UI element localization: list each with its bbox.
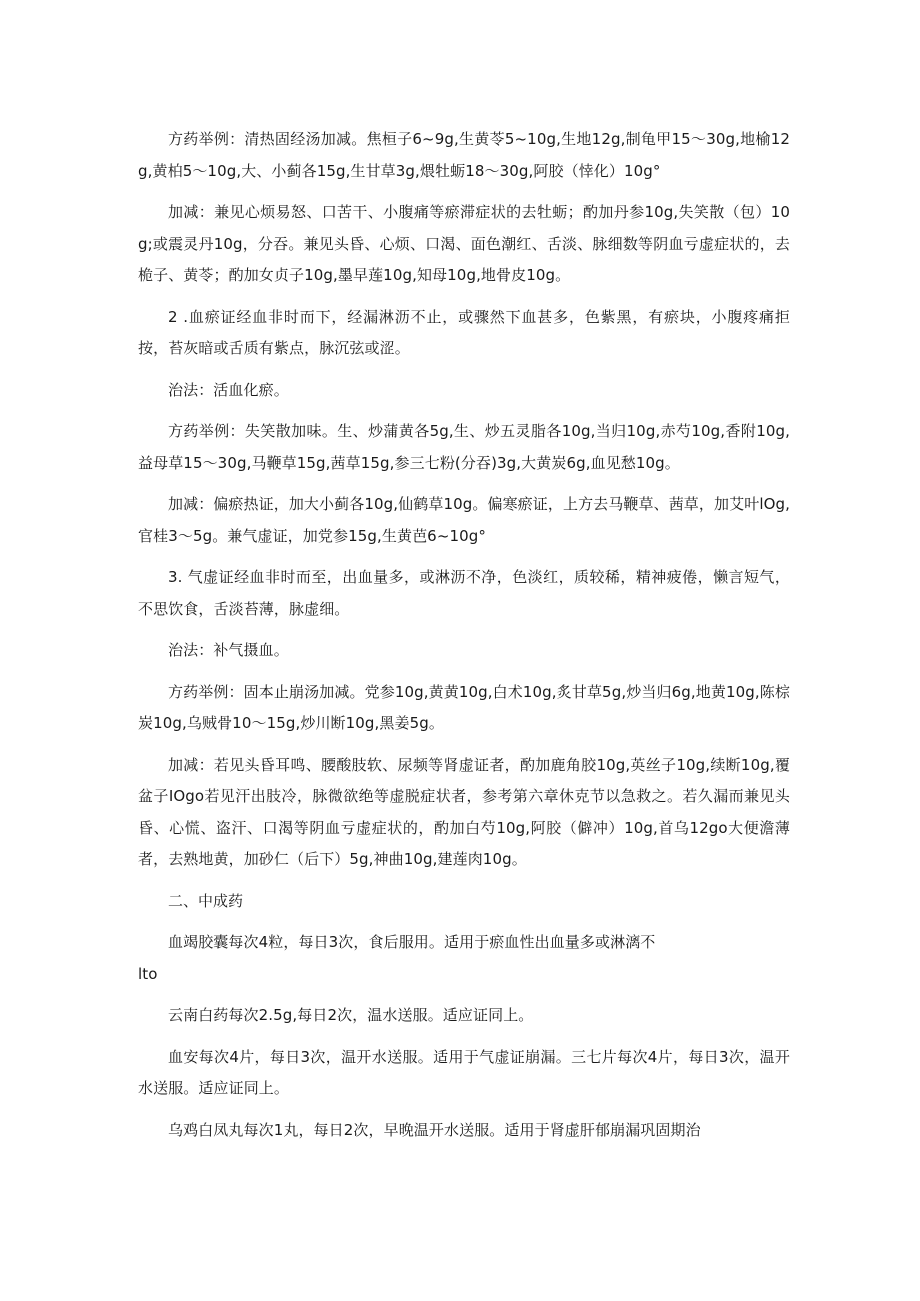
modification-paragraph: 加减：兼见心烦易怒、口苦干、小腹痛等瘀滞症状的去牡蛎；酌加丹参10g,失笑散（包）10g;或震灵丹10g，分吞。兼见头昏、心烦、口渴、面色潮红、舌淡、脉细数等阴血亏虚症状的，去桅子、黄苓；酌加女贞子10g,墨早莲10g,知母10g,地骨皮10g。 (138, 203, 790, 284)
qi-deficiency-syndrome-paragraph: 3. 气虚证经血非时而至，出血量多，或淋沥不净，色淡红，质较稀，精神疲倦，懒言短气，不思饮食，舌淡苔薄，脉虚细。 (138, 568, 790, 618)
formula-example-paragraph: 方药举例：清热固经汤加减。焦桓子6~9g,生黄苓5~10g,生地12g,制龟甲15～30g,地榆12g,黄柏5～10g,大、小蓟各15g,生甘草3g,煨牡蛎18～30g,阿胶（悻化）10g° (138, 130, 790, 180)
modification-paragraph: 加减：偏瘀热证，加大小蓟各10g,仙鹤草10g。偏寒瘀证，上方去马鞭草、茜草，加艾叶lOg,官桂3～5g。兼气虚证，加党参15g,生黄芭6~10g° (138, 495, 790, 545)
section-heading: 二、中成药 (168, 891, 244, 910)
modification-paragraph: 加减：若见头昏耳鸣、腰酸肢软、尿频等肾虚证者，酌加鹿角胶10g,英丝子10g,续断10g,覆盆子IOgo若见汗出肢冷，脉微欲绝等虚脱症状者，参考第六章休克节以急救之。若久漏而兼见头昏、心慌、盗汗、口渴等阴血亏虚症状的，酌加白芍10g,阿胶（僻冲）10g,首乌12go大便澹薄者，去熟地黄，加砂仁（后下）5g,神曲10g,建莲肉10g。 (138, 755, 790, 868)
patent-medicine-paragraph: 血安每次4片，每日3次，温开水送服。适用于气虚证崩漏。三七片每次4片，每日3次，温开水送服。适应证同上。 (138, 1047, 790, 1097)
patent-medicine-paragraph: 血竭胶囊每次4粒，每日3次，食后服用。适用于瘀血性出血量多或淋漓不 (168, 933, 656, 951)
formula-example-paragraph: 方药举例：失笑散加味。生、炒蒲黄各5g,生、炒五灵脂各10g,当归10g,赤芍10g,香附10g,益母草15～30g,马鞭草15g,茜草15g,参三七粉(分吞)3g,大黄炭6g,血见愁10g。 (138, 422, 790, 472)
formula-example-paragraph: 方药举例：固本止崩汤加减。党参10g,黄黄10g,白术10g,炙甘草5g,炒当归6g,地黄10g,陈棕炭10g,乌贼骨10～15g,炒川断10g,黑姜5g。 (138, 682, 790, 732)
patent-medicine-paragraph: 乌鸡白凤丸每次1丸，每日2次，早晚温开水送服。适用于肾虚肝郁崩漏巩固期治 (168, 1120, 701, 1139)
stray-text-line: lto (138, 964, 158, 983)
treatment-method-paragraph: 治法：补气摄血。 (168, 641, 289, 659)
patent-medicine-paragraph: 云南白药每次2.5g,每日2次，温水送服。适应证同上。 (168, 1006, 534, 1024)
document-body (138, 124, 790, 1156)
blood-stasis-syndrome-paragraph: 2 .血瘀证经血非时而下，经漏淋沥不止，或骤然下血甚多，色紫黑，有瘀块，小腹疼痛拒按，苔灰暗或舌质有紫点，脉沉弦或涩。 (138, 307, 790, 357)
treatment-method-paragraph: 治法：活血化瘀。 (168, 380, 289, 399)
